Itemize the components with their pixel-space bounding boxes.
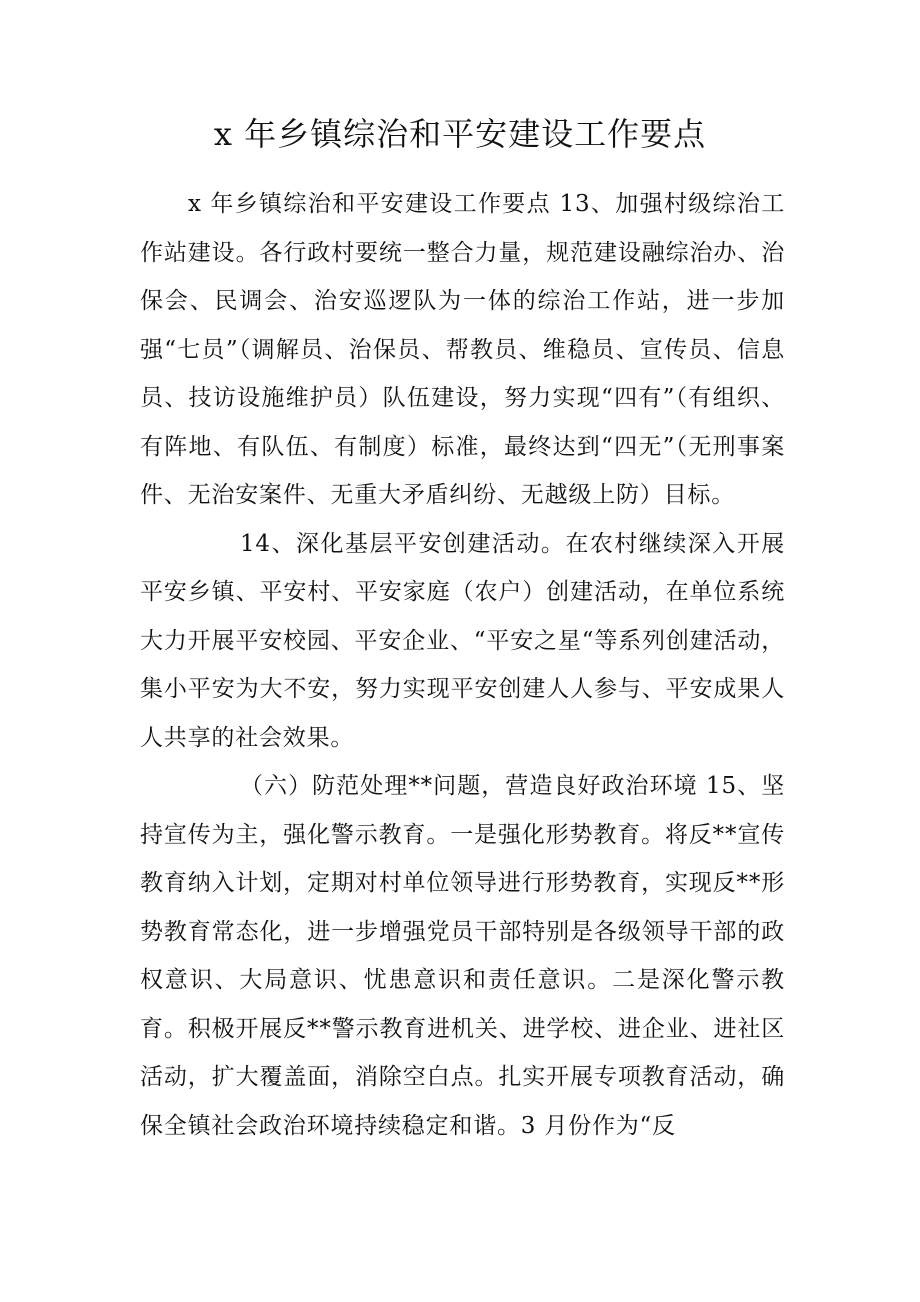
document-body [140, 180, 785, 1150]
document-title: x 年乡镇综治和平安建设工作要点 [213, 115, 707, 153]
paragraph-3: （六）防范处理**问题，营造良好政治环境 15、坚持宣传为主，强化警示教育。一是强化形势教育。将反**宣传教育纳入计划，定期对村单位领导进行形势教育，实现反**形势教育常态化，进一步增强党员干部特别是各级领导干部的政权意识、大局意识、忧患意识和责任意识。二是深化警示教育。积极开展反**警示教育进机关、进学校、进企业、进社区活动，扩大覆盖面，消除空白点。扎实开展专项教育活动，确保全镇社会政治环境持续稳定和谐。3 月份作为“反 [140, 773, 785, 1139]
paragraph-2: 14、深化基层平安创建活动。在农村继续深入开展平安乡镇、平安村、平安家庭（农户）创建活动，在单位系统大力开展平安校园、平安企业、“平安之星“等系列创建活动，集小平安为大不安，努力实现平安创建人人参与、平安成果人人共享的社会效果。 [140, 530, 785, 751]
paragraph-1: x 年乡镇综治和平安建设工作要点 13、加强村级综治工作站建设。各行政村要统一整合力量，规范建设融综治办、治保会、民调会、治安巡逻队为一体的综治工作站，进一步加强“七员”（调解员、治保员、帮教员、维稳员、宣传员、信息员、技访设施维护员）队伍建设，努力实现“四有”（有组织、有阵地、有队伍、有制度）标准，最终达到“四无”（无刑事案件、无治安案件、无重大矛盾纠纷、无越级上防）目标。 [140, 191, 785, 508]
